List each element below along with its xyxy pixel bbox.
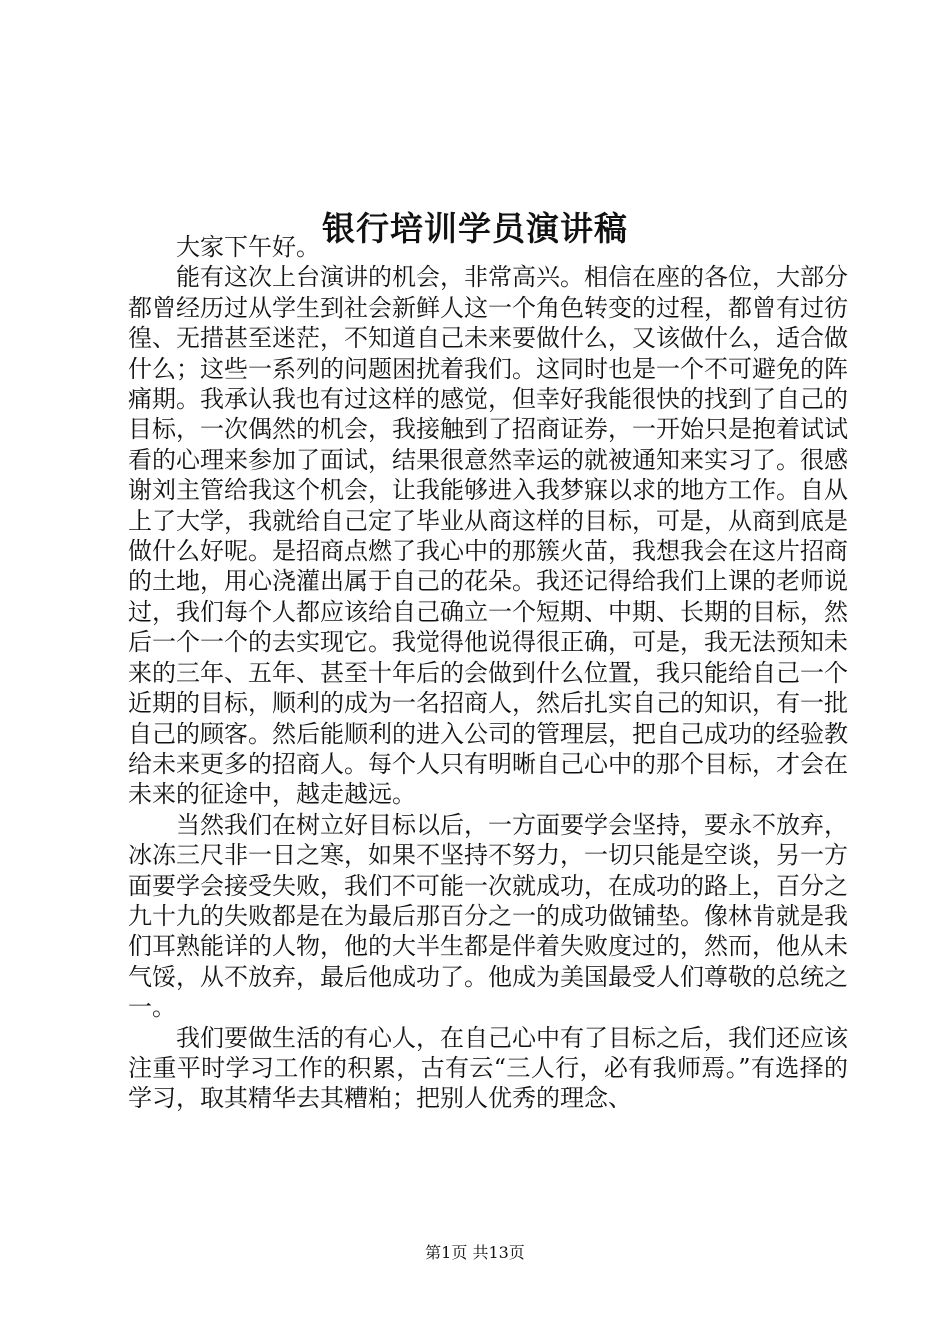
document-body [128,232,848,1114]
paragraph-persistence: 当然我们在树立好目标以后，一方面要学会坚持，要永不放弃，冰冻三尺非一日之寒，如果不坚持不努力，一切只能是空谈，另一方面要学会接受失败，我们不可能一次就成功，在成功的路上，百分之九十九的失败都是在为最后那百分之一的成功做铺垫。像林肯就是我们耳熟能详的人物，他的大半生都是伴着失败度过的，然而，他从未气馁，从不放弃，最后他成功了。他成为美国最受人们尊敬的总统之一。 [128,810,848,1022]
paragraph-learning: 我们要做生活的有心人，在自己心中有了目标之后，我们还应该注重平时学习工作的积累，古有云“三人行，必有我师焉。”有选择的学习，取其精华去其糟粕；把别人优秀的理念、 [128,1023,848,1113]
paragraph-greeting: 大家下午好。 [176,233,320,261]
document-title: 银行培训学员演讲稿 [322,209,628,249]
page-footer: 第1页 共13页 [425,1243,525,1262]
paragraph-goals: 能有这次上台演讲的机会，非常高兴。相信在座的各位，大部分都曾经历过从学生到社会新鲜人这一个角色转变的过程，都曾有过彷徨、无措甚至迷茫，不知道自己未来要做什么，又该做什么，适合做什么；这些一系列的问题困扰着我们。这同时也是一个不可避免的阵痛期。我承认我也有过这样的感觉，但幸好我能很快的找到了自己的目标，一次偶然的机会，我接触到了招商证券，一开始只是抱着试试看的心理来参加了面试，结果很意然幸运的就被通知来实习了。很感谢刘主管给我这个机会，让我能够进入我梦寐以求的地方工作。自从上了大学，我就给自己定了毕业从商这样的目标，可是，从商到底是做什么好呢。是招商点燃了我心中的那簇火苗，我想我会在这片招商的土地，用心浇灌出属于自己的花朵。我还记得给我们上课的老师说过，我们每个人都应该给自己确立一个短期、中期、长期的目标，然后一个一个的去实现它。我觉得他说得很正确，可是，我无法预知未来的三年、五年、甚至十年后的会做到什么位置，我只能给自己一个近期的目标，顺利的成为一名招商人，然后扎实自己的知识，有一批自己的顾客。然后能顺利的进入公司的管理层，把自己成功的经验教给未来更多的招商人。每个人只有明晰自己心中的那个目标，才会在未来的征途中，越走越远。 [128,263,848,809]
